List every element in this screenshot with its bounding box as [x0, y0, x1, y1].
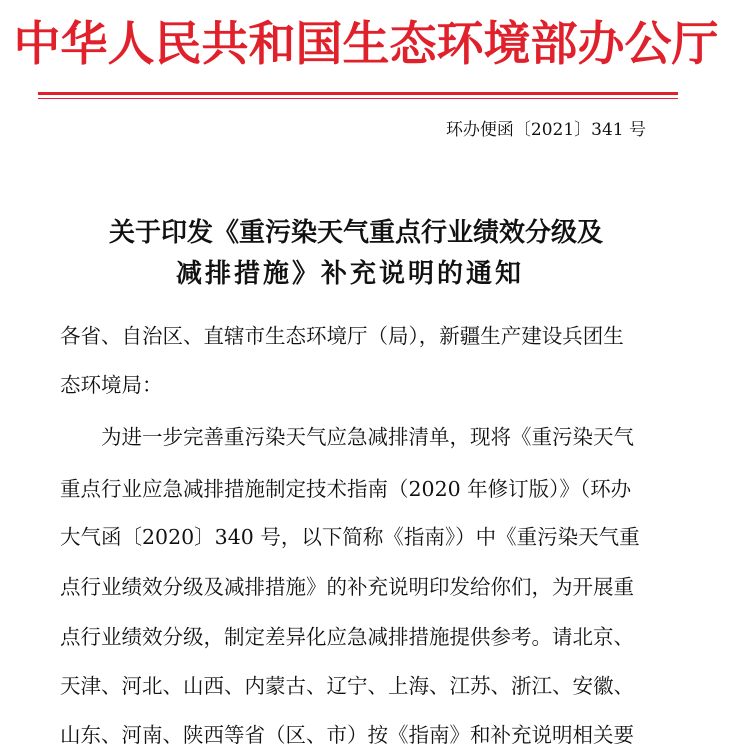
body-line: 天津、河北、山西、内蒙古、辽宁、上海、江苏、浙江、安徽、 [60, 674, 634, 698]
body-line: 各省、自治区、直辖市生态环境厅（局），新疆生产建设兵团生 [60, 324, 624, 348]
body-line: 大气函〔2020〕340 号，以下简称《指南》）中《重污染天气重 [60, 525, 640, 549]
body-line: 为进一步完善重污染天气应急减排清单，现将《重污染天气 [60, 425, 634, 449]
notice-title-line-2: 减排措施》补充说明的通知 [175, 259, 524, 289]
header-rule-thick [38, 92, 678, 95]
document-number: 环办便函〔2021〕341 号 [445, 120, 646, 140]
body-line: 点行业绩效分级及减排措施》的补充说明印发给你们，为开展重 [60, 575, 634, 599]
body-line: 重点行业应急减排措施制定技术指南（2020 年修订版）》（环办 [60, 477, 632, 501]
masthead-title: 中华人民共和国生态环境部办公厅 [13, 17, 719, 72]
body-line: 态环境局： [60, 373, 163, 397]
notice-title-line-1: 关于印发《重污染天气重点行业绩效分级及 [108, 218, 603, 248]
body-line: 山东、河南、陕西等省（区、市）按《指南》和补充说明相关要 [60, 723, 634, 747]
body-line: 点行业绩效分级，制定差异化应急减排措施提供参考。请北京、 [60, 625, 634, 649]
header-rule-thin [38, 98, 678, 99]
